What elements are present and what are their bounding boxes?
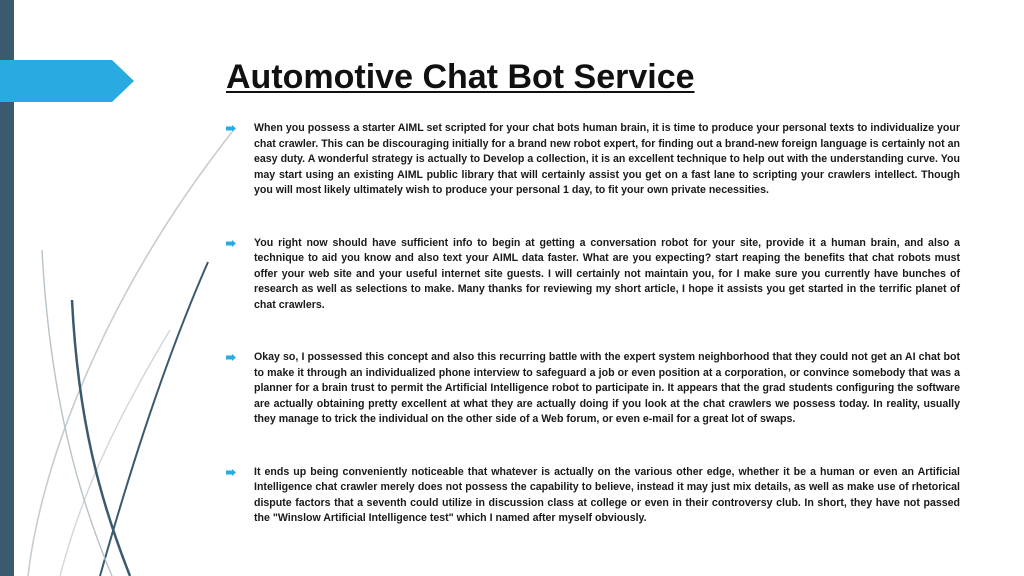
bullet-list [226, 121, 960, 564]
bullet-text: When you possess a starter AIML set scripted for your chat bots human brain, it is time to produce your personal texts to individualize your chat crawler. This can be discouraging initially for a brand new robot expert, for finding out a brand-new foreign language is certainly not an easy duty. A wonderful strategy is actually to Develop a collection, it is an excellent technique to help out with the understanding curve. You may start using an existing AIML public library that will certainly assist you get on a fast lane to scripting your crawlers intellect. Though you will most likely ultimately wish to produce your personal 1 day, to fit your own private necessities. [254, 122, 960, 196]
bullet-item [226, 350, 960, 428]
arrow-right-icon [226, 469, 236, 476]
bullet-text: It ends up being conveniently noticeable that whatever is actually on the various other edge, whether it be a human or even an Artificial Intelligence chat crawler merely does not possess the capability to believe, instead it may just mix details, as well as make use of rhetorical dispute factors that a seventh could utilize in discussion class at college or even in their controversy club. In short, they have not passed the "Winslow Artificial Intelligence test" which I named after myself obviously. [254, 465, 960, 524]
bullet-text: You right now should have sufficient info to begin at getting a conversation robot for your site, provide it a human brain, and also a technique to aid you know and also text your AIML data faster. What are you expecting? start reaping the benefits that chat robots must offer your web site and your useful internet site guests. I will certainly not maintain you, for I make sure you currently have bunches of research as well as selections to make. Many thanks for reviewing my short article, I hope it assists you get started in the terrific planet of chat crawlers. [254, 236, 960, 311]
arrow-right-icon [226, 354, 236, 361]
title-arrow-tab [0, 60, 134, 102]
arrow-right-icon [226, 240, 236, 247]
bullet-item [226, 121, 960, 199]
bullet-item [226, 236, 960, 314]
bullet-item [226, 465, 960, 527]
bullet-text: Okay so, I possessed this concept and also this recurring battle with the expert system neighborhood that they could not get an AI chat bot to make it through an individualized phone interview to safeguard a job or even position at a corporation, or convince somebody that was a planner for a brain trust to permit the Artificial Intelligence robot to participate in. It appears that the grad students configuring the software are actually obtaining pretty excellent at what they are actually doing if you look at the chat crawlers we possess today. In reality, usually they manage to trick the individual on the other side of a Web forum, or even e-mail for a great lot of swaps. [254, 351, 960, 425]
arrow-right-icon [226, 125, 236, 132]
slide-title: Automotive Chat Bot Service [226, 58, 695, 96]
